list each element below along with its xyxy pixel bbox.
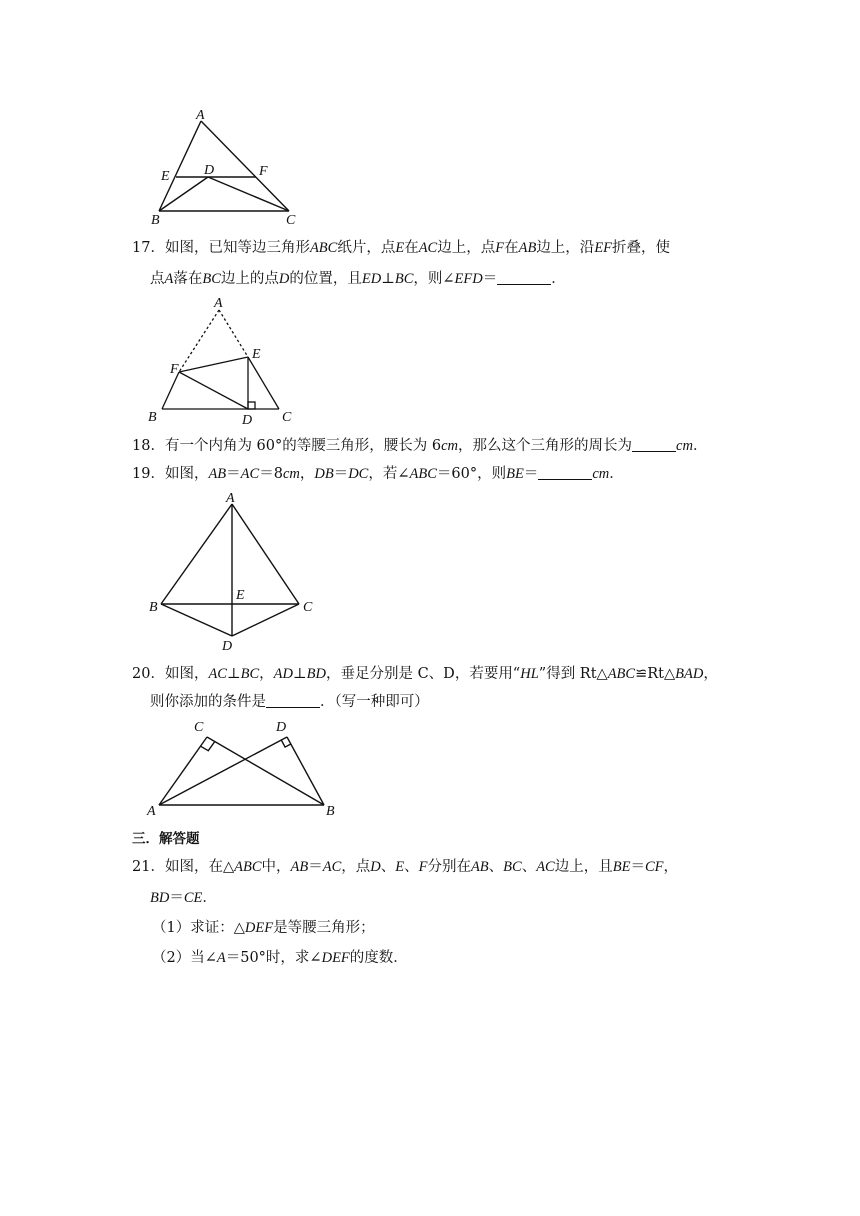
label-C: C (282, 410, 292, 425)
label-A: A (196, 108, 205, 123)
figure-q16 (146, 104, 304, 228)
label-C: C (286, 213, 296, 228)
label-A: A (147, 804, 156, 819)
label-D: D (276, 720, 287, 735)
label-A: A (214, 296, 223, 311)
label-D: D (204, 163, 215, 178)
q18-line: 18．有一个内角为 60°的等腰三角形，腰长为 6cm，那么这个三角形的周长为 cm． (132, 438, 708, 454)
q21-part1: （1）求证：△DEF是等腰三角形； (152, 920, 375, 936)
answer-blank-q18[interactable] (632, 437, 676, 452)
figure-q17 (144, 294, 294, 426)
q19-line: 19．如图，AB＝AC＝8cm，DB＝DC，若∠ABC＝60°，则BE＝ cm． (132, 466, 624, 482)
q21-line2: BD＝CE． (150, 890, 217, 906)
q17-line1: 17．如图，已知等边三角形ABC纸片，点E在AC边上，点F在AB边上，沿EF折叠，使 (132, 240, 671, 256)
figure-q19 (146, 490, 318, 654)
q20-line2: 则你添加的条件是 ．（写一种即可） (150, 694, 429, 710)
section-heading: 三．解答题 (132, 831, 200, 847)
label-D: D (222, 639, 233, 654)
label-E: E (161, 169, 170, 184)
label-D: D (242, 413, 253, 426)
label-C: C (303, 600, 313, 615)
label-E: E (236, 588, 245, 603)
label-F: F (170, 362, 179, 377)
q20-line1: 20．如图，AC⊥BC，AD⊥BD，垂足分别是 C、D，若要用“HL”得到 Rt△ABC≌Rt△BAD， (132, 666, 718, 682)
q21-line1: 21．如图，在△ABC中，AB＝AC，点D、E、F分别在AB、BC、AC边上，且BE＝CF， (132, 859, 678, 875)
label-B: B (326, 804, 335, 819)
label-F: F (259, 164, 268, 179)
answer-blank-q20[interactable] (266, 693, 320, 708)
label-B: B (148, 410, 157, 425)
figure-q20 (144, 715, 344, 819)
answer-blank-q19[interactable] (538, 465, 592, 480)
q21-part2: （2）当∠A＝50°时，求∠DEF的度数． (152, 950, 408, 966)
label-B: B (149, 600, 158, 615)
label-A: A (226, 491, 235, 506)
label-C: C (194, 720, 204, 735)
q17-line2: 点A落在BC边上的点D的位置，且ED⊥BC，则∠EFD＝ ． (150, 271, 566, 287)
label-E: E (252, 347, 261, 362)
answer-blank-q17[interactable] (497, 270, 551, 285)
label-B: B (151, 213, 160, 228)
